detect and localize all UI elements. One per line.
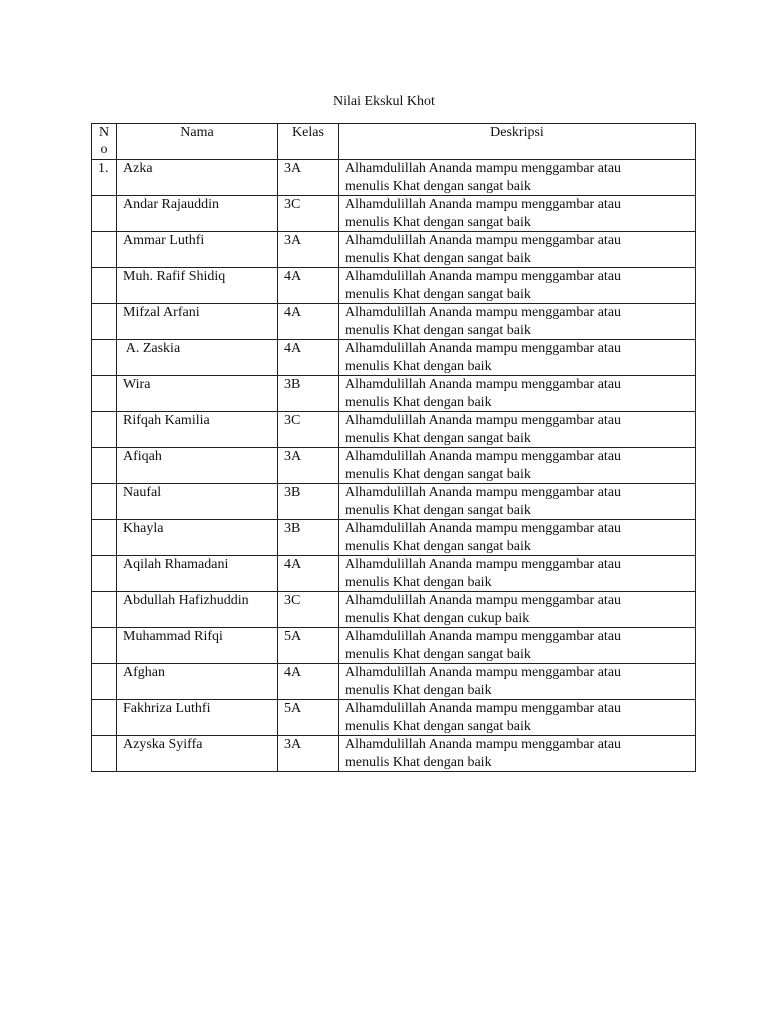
table-row bbox=[92, 232, 696, 268]
cell-no bbox=[92, 664, 117, 700]
deskripsi-line-1: Alhamdulillah Ananda mampu menggambar atau bbox=[345, 341, 622, 356]
table-row bbox=[92, 664, 696, 700]
deskripsi-line-1: Alhamdulillah Ananda mampu menggambar atau bbox=[345, 305, 622, 320]
table-row bbox=[92, 376, 696, 412]
cell-deskripsi bbox=[339, 592, 696, 628]
cell-kelas: 3A bbox=[278, 232, 339, 268]
cell-deskripsi bbox=[339, 628, 696, 664]
cell-nama: Afghan bbox=[117, 664, 278, 700]
cell-kelas: 5A bbox=[278, 700, 339, 736]
cell-kelas: 3B bbox=[278, 484, 339, 520]
cell-no bbox=[92, 376, 117, 412]
cell-kelas: 3A bbox=[278, 736, 339, 772]
deskripsi-line-2: menulis Khat dengan baik bbox=[345, 574, 492, 590]
header-nama: Nama bbox=[117, 124, 278, 160]
cell-nama: Ammar Luthfi bbox=[117, 232, 278, 268]
cell-deskripsi bbox=[339, 664, 696, 700]
cell-deskripsi bbox=[339, 268, 696, 304]
cell-nama: Wira bbox=[117, 376, 278, 412]
cell-no bbox=[92, 304, 117, 340]
cell-no bbox=[92, 520, 117, 556]
table-row bbox=[92, 268, 696, 304]
deskripsi-line-1: Alhamdulillah Ananda mampu menggambar atau bbox=[345, 737, 622, 752]
cell-kelas: 5A bbox=[278, 628, 339, 664]
deskripsi-line-1: Alhamdulillah Ananda mampu menggambar atau bbox=[345, 701, 622, 716]
cell-deskripsi bbox=[339, 160, 696, 196]
cell-deskripsi bbox=[339, 556, 696, 592]
deskripsi-line-2: menulis Khat dengan sangat baik bbox=[345, 322, 531, 338]
deskripsi-line-1: Alhamdulillah Ananda mampu menggambar atau bbox=[345, 269, 622, 284]
deskripsi-line-2: menulis Khat dengan sangat baik bbox=[345, 250, 531, 266]
header-kelas: Kelas bbox=[278, 124, 339, 160]
cell-nama: Aqilah Rhamadani bbox=[117, 556, 278, 592]
cell-no bbox=[92, 700, 117, 736]
cell-no bbox=[92, 232, 117, 268]
table-row bbox=[92, 304, 696, 340]
deskripsi-line-1: Alhamdulillah Ananda mampu menggambar atau bbox=[345, 485, 622, 500]
deskripsi-line-2: menulis Khat dengan sangat baik bbox=[345, 538, 531, 554]
cell-nama: Fakhriza Luthfi bbox=[117, 700, 278, 736]
table-row bbox=[92, 520, 696, 556]
header-deskripsi: Deskripsi bbox=[339, 124, 696, 160]
cell-kelas: 4A bbox=[278, 556, 339, 592]
document-title: Nilai Ekskul Khot bbox=[333, 94, 435, 109]
deskripsi-line-2: menulis Khat dengan sangat baik bbox=[345, 178, 531, 194]
cell-nama: Abdullah Hafizhuddin bbox=[117, 592, 278, 628]
table-row bbox=[92, 700, 696, 736]
cell-no bbox=[92, 412, 117, 448]
cell-no bbox=[92, 628, 117, 664]
cell-nama: Khayla bbox=[117, 520, 278, 556]
cell-kelas: 4A bbox=[278, 304, 339, 340]
deskripsi-line-2: menulis Khat dengan baik bbox=[345, 358, 492, 374]
table-row bbox=[92, 628, 696, 664]
header-no: No bbox=[92, 124, 117, 160]
table-header-row bbox=[92, 124, 696, 160]
cell-nama: Muhammad Rifqi bbox=[117, 628, 278, 664]
cell-deskripsi bbox=[339, 484, 696, 520]
deskripsi-line-2: menulis Khat dengan sangat baik bbox=[345, 718, 531, 734]
cell-nama: Azyska Syiffa bbox=[117, 736, 278, 772]
cell-deskripsi bbox=[339, 448, 696, 484]
cell-deskripsi bbox=[339, 340, 696, 376]
deskripsi-line-1: Alhamdulillah Ananda mampu menggambar atau bbox=[345, 557, 622, 572]
cell-no bbox=[92, 556, 117, 592]
deskripsi-line-1: Alhamdulillah Ananda mampu menggambar atau bbox=[345, 593, 622, 608]
cell-kelas: 4A bbox=[278, 340, 339, 376]
deskripsi-line-1: Alhamdulillah Ananda mampu menggambar atau bbox=[345, 161, 622, 176]
cell-kelas: 3B bbox=[278, 520, 339, 556]
deskripsi-line-1: Alhamdulillah Ananda mampu menggambar atau bbox=[345, 629, 622, 644]
deskripsi-line-1: Alhamdulillah Ananda mampu menggambar atau bbox=[345, 521, 622, 536]
deskripsi-line-2: menulis Khat dengan sangat baik bbox=[345, 502, 531, 518]
table-body bbox=[92, 160, 696, 772]
cell-nama: Muh. Rafif Shidiq bbox=[117, 268, 278, 304]
deskripsi-line-2: menulis Khat dengan sangat baik bbox=[345, 214, 531, 230]
table-row bbox=[92, 484, 696, 520]
cell-nama: Naufal bbox=[117, 484, 278, 520]
deskripsi-line-2: menulis Khat dengan baik bbox=[345, 394, 492, 410]
table-row bbox=[92, 592, 696, 628]
deskripsi-line-2: menulis Khat dengan baik bbox=[345, 682, 492, 698]
table-row bbox=[92, 736, 696, 772]
cell-deskripsi bbox=[339, 412, 696, 448]
deskripsi-line-1: Alhamdulillah Ananda mampu menggambar atau bbox=[345, 377, 622, 392]
cell-kelas: 4A bbox=[278, 664, 339, 700]
cell-no bbox=[92, 340, 117, 376]
deskripsi-line-1: Alhamdulillah Ananda mampu menggambar atau bbox=[345, 449, 622, 464]
cell-nama: Rifqah Kamilia bbox=[117, 412, 278, 448]
cell-kelas: 3A bbox=[278, 160, 339, 196]
cell-kelas: 3B bbox=[278, 376, 339, 412]
deskripsi-line-2: menulis Khat dengan sangat baik bbox=[345, 430, 531, 446]
cell-deskripsi bbox=[339, 232, 696, 268]
cell-kelas: 3C bbox=[278, 412, 339, 448]
cell-deskripsi bbox=[339, 376, 696, 412]
cell-kelas: 3C bbox=[278, 196, 339, 232]
table-row bbox=[92, 448, 696, 484]
cell-no bbox=[92, 736, 117, 772]
cell-nama: Azka bbox=[117, 160, 278, 196]
cell-deskripsi bbox=[339, 304, 696, 340]
cell-deskripsi bbox=[339, 700, 696, 736]
table-row bbox=[92, 412, 696, 448]
table-row bbox=[92, 160, 696, 196]
table-row bbox=[92, 340, 696, 376]
cell-kelas: 4A bbox=[278, 268, 339, 304]
cell-nama: Mifzal Arfani bbox=[117, 304, 278, 340]
cell-kelas: 3A bbox=[278, 448, 339, 484]
cell-nama: A. Zaskia bbox=[117, 340, 278, 376]
deskripsi-line-2: menulis Khat dengan sangat baik bbox=[345, 466, 531, 482]
cell-no: 1. bbox=[92, 160, 117, 196]
cell-nama: Andar Rajauddin bbox=[117, 196, 278, 232]
deskripsi-line-2: menulis Khat dengan cukup baik bbox=[345, 610, 530, 626]
deskripsi-line-1: Alhamdulillah Ananda mampu menggambar atau bbox=[345, 233, 622, 248]
cell-no bbox=[92, 448, 117, 484]
cell-no bbox=[92, 484, 117, 520]
deskripsi-line-2: menulis Khat dengan sangat baik bbox=[345, 286, 531, 302]
table-row bbox=[92, 556, 696, 592]
deskripsi-line-2: menulis Khat dengan sangat baik bbox=[345, 646, 531, 662]
cell-nama: Afiqah bbox=[117, 448, 278, 484]
deskripsi-line-1: Alhamdulillah Ananda mampu menggambar atau bbox=[345, 197, 622, 212]
deskripsi-line-1: Alhamdulillah Ananda mampu menggambar atau bbox=[345, 665, 622, 680]
cell-deskripsi bbox=[339, 196, 696, 232]
cell-no bbox=[92, 268, 117, 304]
cell-no bbox=[92, 592, 117, 628]
cell-no bbox=[92, 196, 117, 232]
cell-deskripsi bbox=[339, 520, 696, 556]
table-row bbox=[92, 196, 696, 232]
grades-table bbox=[91, 123, 696, 772]
deskripsi-line-2: menulis Khat dengan baik bbox=[345, 754, 492, 770]
cell-kelas: 3C bbox=[278, 592, 339, 628]
deskripsi-line-1: Alhamdulillah Ananda mampu menggambar atau bbox=[345, 413, 622, 428]
cell-deskripsi bbox=[339, 736, 696, 772]
